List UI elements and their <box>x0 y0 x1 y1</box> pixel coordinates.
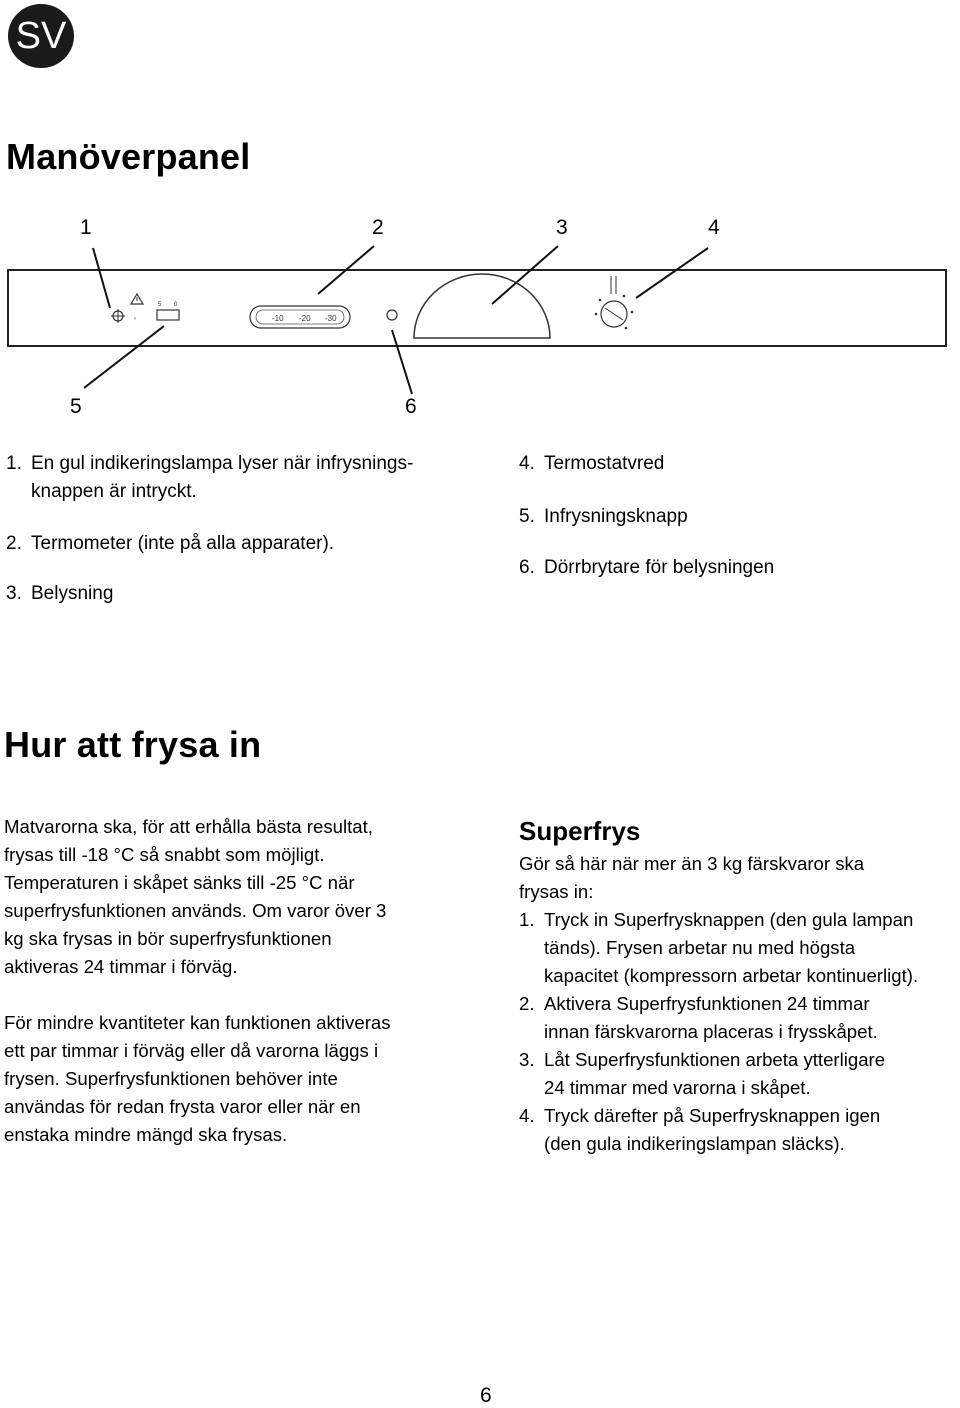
leader-line-4 <box>636 248 708 298</box>
paragraph-line: frysas till -18 °C så snabbt som möjligt. <box>4 844 325 865</box>
light-dome-icon <box>414 274 550 338</box>
legend-item-text: En gul indikeringslampa lyser när infrysnings- <box>31 453 414 474</box>
paragraph-line: superfrysfunktionen används. Om varor över 3 <box>4 900 387 921</box>
step-text: (den gula indikeringslampan släcks). <box>544 1133 845 1154</box>
door-switch-icon <box>387 310 397 320</box>
panel-outline <box>8 270 946 346</box>
leader-line-3 <box>492 246 558 304</box>
page-number: 6 <box>480 1384 492 1407</box>
control-panel-diagram <box>0 200 960 430</box>
thermo-tick-2: -20 <box>299 314 311 323</box>
legend-item-text: Dörrbrytare för belysningen <box>544 557 775 578</box>
paragraph-line: aktiveras 24 timmar i förväg. <box>4 956 238 977</box>
thermo-tick-1: -10 <box>272 314 284 323</box>
step-number: 3. <box>519 1049 535 1070</box>
leader-line-1 <box>93 248 110 308</box>
step-text: tänds). Frysen arbetar nu med högsta <box>544 937 856 958</box>
callout-3: 3 <box>556 216 568 239</box>
legend-item-number: 4. <box>519 453 535 474</box>
leader-line-5 <box>84 326 164 388</box>
paragraph-line: För mindre kvantiteter kan funktionen aktiveras <box>4 1012 391 1033</box>
step-text: 24 timmar med varorna i skåpet. <box>544 1077 811 1098</box>
legend-item-text: knappen är intryckt. <box>31 481 197 502</box>
thermometer-icon <box>250 306 350 328</box>
legend-item-text: Termostatvred <box>544 453 665 474</box>
warning-triangle-icon <box>131 294 143 304</box>
small-mark: ‹ <box>134 316 136 322</box>
step-text: Låt Superfrysfunktionen arbeta ytterligare <box>544 1049 886 1070</box>
paragraph-line: Gör så här när mer än 3 kg färskvaror ska <box>519 853 865 874</box>
paragraph-small-quantities <box>4 1009 391 1149</box>
callout-4: 4 <box>708 216 720 239</box>
legend-item-text: Belysning <box>31 583 114 604</box>
indicator-lamp-icon <box>111 309 125 323</box>
step-text: Tryck därefter på Superfrysknappen igen <box>544 1105 881 1126</box>
paragraph-intro <box>4 813 386 981</box>
step-text: Aktivera Superfrysfunktionen 24 timmar <box>544 993 870 1014</box>
paragraph-line: enstaka mindre mängd ska frysas. <box>4 1124 288 1145</box>
legend-item-number: 2. <box>6 533 22 554</box>
legend-item-number: 1. <box>6 453 22 474</box>
callout-5: 5 <box>70 395 82 418</box>
thermostat-knob-icon <box>595 276 634 329</box>
callout-2: 2 <box>372 216 384 239</box>
step-number: 2. <box>519 993 535 1014</box>
subheading-superfrys: Superfrys <box>519 816 641 846</box>
button-mark-on: 5 <box>158 302 162 308</box>
paragraph-line: frysen. Superfrysfunktionen behöver inte <box>4 1068 338 1089</box>
legend-item-number: 6. <box>519 557 535 578</box>
paragraph-line: frysas in: <box>519 881 594 902</box>
superfrys-steps <box>519 906 959 1166</box>
step-text: kapacitet (kompressorn arbetar kontinuerligt). <box>544 965 919 986</box>
callout-6: 6 <box>405 395 417 418</box>
button-mark-off: 0 <box>174 302 178 308</box>
legend-left <box>6 450 476 620</box>
leader-line-6 <box>392 330 412 394</box>
step-text: Tryck in Superfrysknappen (den gula lampan <box>544 909 914 930</box>
thermo-tick-3: -30 <box>325 314 337 323</box>
section-title-frysa-in: Hur att frysa in <box>4 724 262 765</box>
paragraph-line: Matvarorna ska, för att erhålla bästa resultat, <box>4 816 373 837</box>
freeze-button-icon <box>157 302 179 320</box>
step-number: 1. <box>519 909 535 930</box>
paragraph-line: Temperaturen i skåpet sänks till -25 °C när <box>4 872 355 893</box>
legend-item-number: 3. <box>6 583 22 604</box>
legend-item-number: 5. <box>519 506 535 527</box>
legend-right <box>519 450 939 590</box>
superfrys-intro <box>519 850 864 906</box>
step-text: innan färskvarorna placeras i frysskåpet. <box>544 1021 878 1042</box>
legend-item-text: Infrysningsknapp <box>544 506 688 527</box>
paragraph-line: användas för redan frysta varor eller när en <box>4 1096 361 1117</box>
language-badge: SV <box>8 4 74 68</box>
step-number: 4. <box>519 1105 535 1126</box>
paragraph-line: kg ska frysas in bör superfrysfunktionen <box>4 928 332 949</box>
callout-1: 1 <box>80 216 92 239</box>
paragraph-line: ett par timmar i förväg eller då varorna läggs i <box>4 1040 379 1061</box>
legend-item-text: Termometer (inte på alla apparater). <box>31 533 335 554</box>
section-title-manoverpanel: Manöverpanel <box>6 136 251 177</box>
